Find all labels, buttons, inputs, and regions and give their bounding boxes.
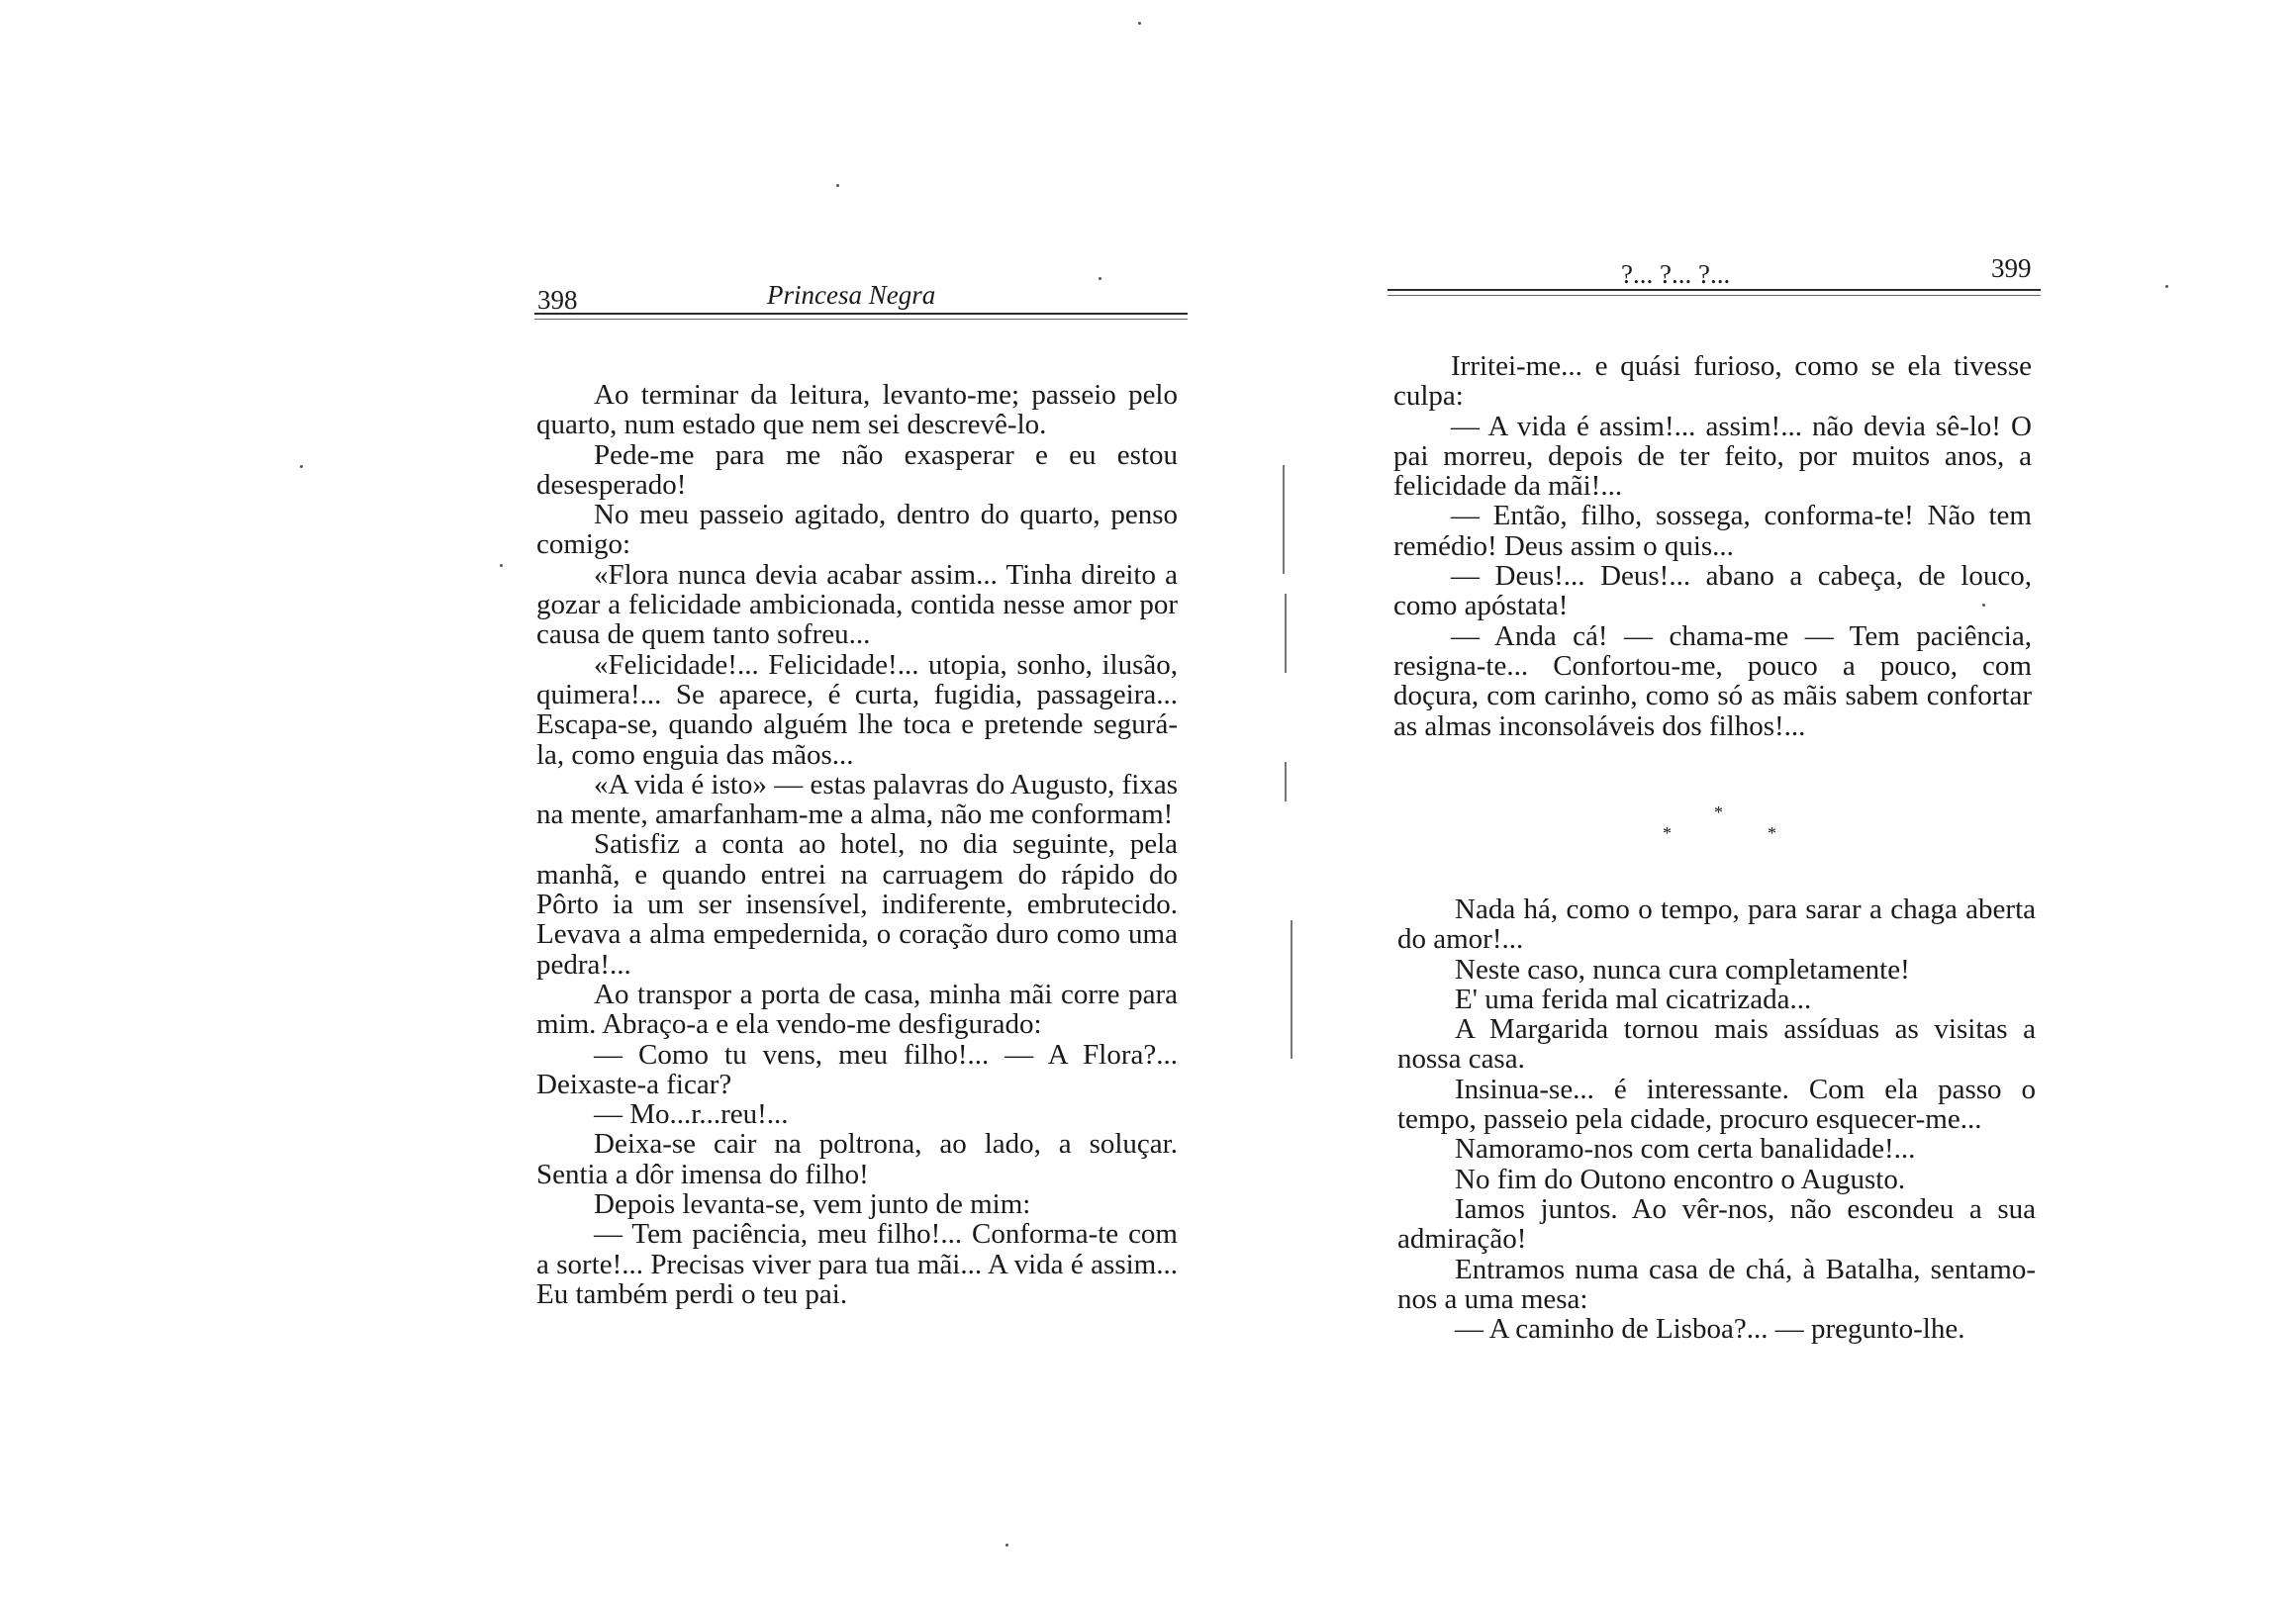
paragraph: Depois levanta-se, vem junto de mim: — [594, 1188, 1031, 1221]
paragraph: — Como tu vens, meu filho!... — A Flora?... Deixaste-a ficar? — [536, 1038, 1178, 1100]
running-title: Princesa Negra — [767, 280, 936, 310]
gutter-mark — [1285, 594, 1287, 673]
paragraph: Satisfiz a conta ao hotel, no dia seguinte, pela manhã, e quando entrei na carruagem do rápido do Pôrto ia um ser insensível, indiferente, embrutecido. Levava a alma empedernida, o coração duro como uma pedra!... — [536, 828, 1178, 981]
scan-speck — [836, 184, 839, 187]
paragraph: Namoramo-nos com certa banalidade!... — [1455, 1133, 1916, 1166]
paragraph: Ao terminar da leitura, levanto-me; passeio pelo quarto, num estado que nem sei descrevê-lo. — [536, 379, 1178, 441]
gutter-mark — [1285, 762, 1287, 801]
paragraph: Pede-me para me não exasperar e eu estou desesperado! — [536, 438, 1178, 501]
paragraph: «Felicidade!... Felicidade!... utopia, sonho, ilusão, quimera!... Se aparece, é curta, fugidia, passageira... Escapa-se, quando alguém lhe toca e pretende segurá-la, como enguia das mãos... — [536, 648, 1178, 771]
paragraph: — Deus!... Deus!... abano a cabeça, de louco, como apóstata! — [1393, 560, 2032, 622]
header-rule-thin — [1387, 295, 2041, 296]
paragraph: A Margarida tornou mais assíduas as visitas a nossa casa. — [1397, 1013, 2036, 1076]
paragraph: — Anda cá! — chama-me — Tem paciência, resigna-te... Confortou-me, pouco a pouco, com doçura, com carinho, como só as mãis sabem confortar as almas inconsoláveis dos filhos!... — [1393, 619, 2032, 742]
right-body-text-bottom — [1397, 894, 2036, 1344]
right-body-text-top — [1393, 351, 2032, 741]
paragraph: Irritei-me... e quási furioso, como se ela tivesse culpa: — [1393, 350, 2032, 413]
paragraph: «A vida é isto» — estas palavras do Augusto, fixas na mente, amarfanham-me a alma, não me conformam! — [536, 768, 1178, 831]
scan-speck — [300, 465, 303, 468]
paragraph: — A vida é assim!... assim!... não devia sê-lo! O pai morreu, depois de ter feito, por muitos anos, a felicidade da mãi!... — [1393, 410, 2032, 503]
paragraph: «Flora nunca devia acabar assim... Tinha direito a gozar a felicidade ambicionada, contida nesse amor por causa de quem tanto sofreu... — [536, 558, 1178, 651]
paragraph: No fim do Outono encontro o Augusto. — [1455, 1163, 1906, 1195]
section-break-star: * — [1768, 823, 1776, 843]
running-title: ?... ?... ?... — [1621, 259, 1731, 289]
left-body-text — [536, 380, 1178, 1309]
scan-speck — [1005, 1544, 1008, 1547]
header-rule-thin — [534, 319, 1188, 320]
paragraph: — A caminho de Lisboa?... — pregunto-lhe. — [1455, 1313, 1965, 1346]
scan-speck — [1982, 604, 1985, 607]
paragraph: E' uma ferida mal cicatrizada... — [1455, 983, 1812, 1015]
scan-speck — [1138, 22, 1141, 25]
gutter-mark — [1283, 465, 1285, 574]
header-rule — [534, 313, 1188, 315]
scan-speck — [500, 564, 503, 567]
header-rule — [1387, 289, 2041, 291]
paragraph: — Tem paciência, meu filho!... Conforma-te com a sorte!... Precisas viver para tua mãi... A vida é assim... Eu também perdi o teu pai. — [536, 1218, 1178, 1310]
paragraph: Nada há, como o tempo, para sarar a chaga aberta do amor!... — [1397, 894, 2036, 956]
paragraph: No meu passeio agitado, dentro do quarto, penso comigo: — [536, 499, 1178, 561]
scan-speck — [2165, 285, 2168, 288]
paragraph: Ao transpor a porta de casa, minha mãi corre para mim. Abraço-a e ela vendo-me desfigurado: — [536, 978, 1178, 1041]
paragraph: Insinua-se... é interessante. Com ela passo o tempo, passeio pela cidade, procuro esquecer-me... — [1397, 1073, 2036, 1136]
page-number: 399 — [1991, 253, 2032, 283]
gutter-mark — [1291, 920, 1292, 1059]
paragraph: Iamos juntos. Ao vêr-nos, não escondeu a sua admiração! — [1397, 1192, 2036, 1256]
section-break-star: * — [1714, 802, 1723, 822]
page-number: 398 — [537, 285, 578, 315]
paragraph: — Mo...r...reu!... — [594, 1098, 789, 1131]
section-break-star: * — [1663, 823, 1672, 843]
paragraph: Neste caso, nunca cura completamente! — [1455, 953, 1910, 986]
paragraph: — Então, filho, sossega, conforma-te! Não tem remédio! Deus assim o quis... — [1393, 500, 2032, 562]
scan-speck — [1099, 277, 1101, 280]
paragraph: Entramos numa casa de chá, à Batalha, sentamo-nos a uma mesa: — [1397, 1253, 2036, 1315]
paragraph: Deixa-se cair na poltrona, ao lado, a soluçar. Sentia a dôr imensa do filho! — [536, 1128, 1178, 1190]
